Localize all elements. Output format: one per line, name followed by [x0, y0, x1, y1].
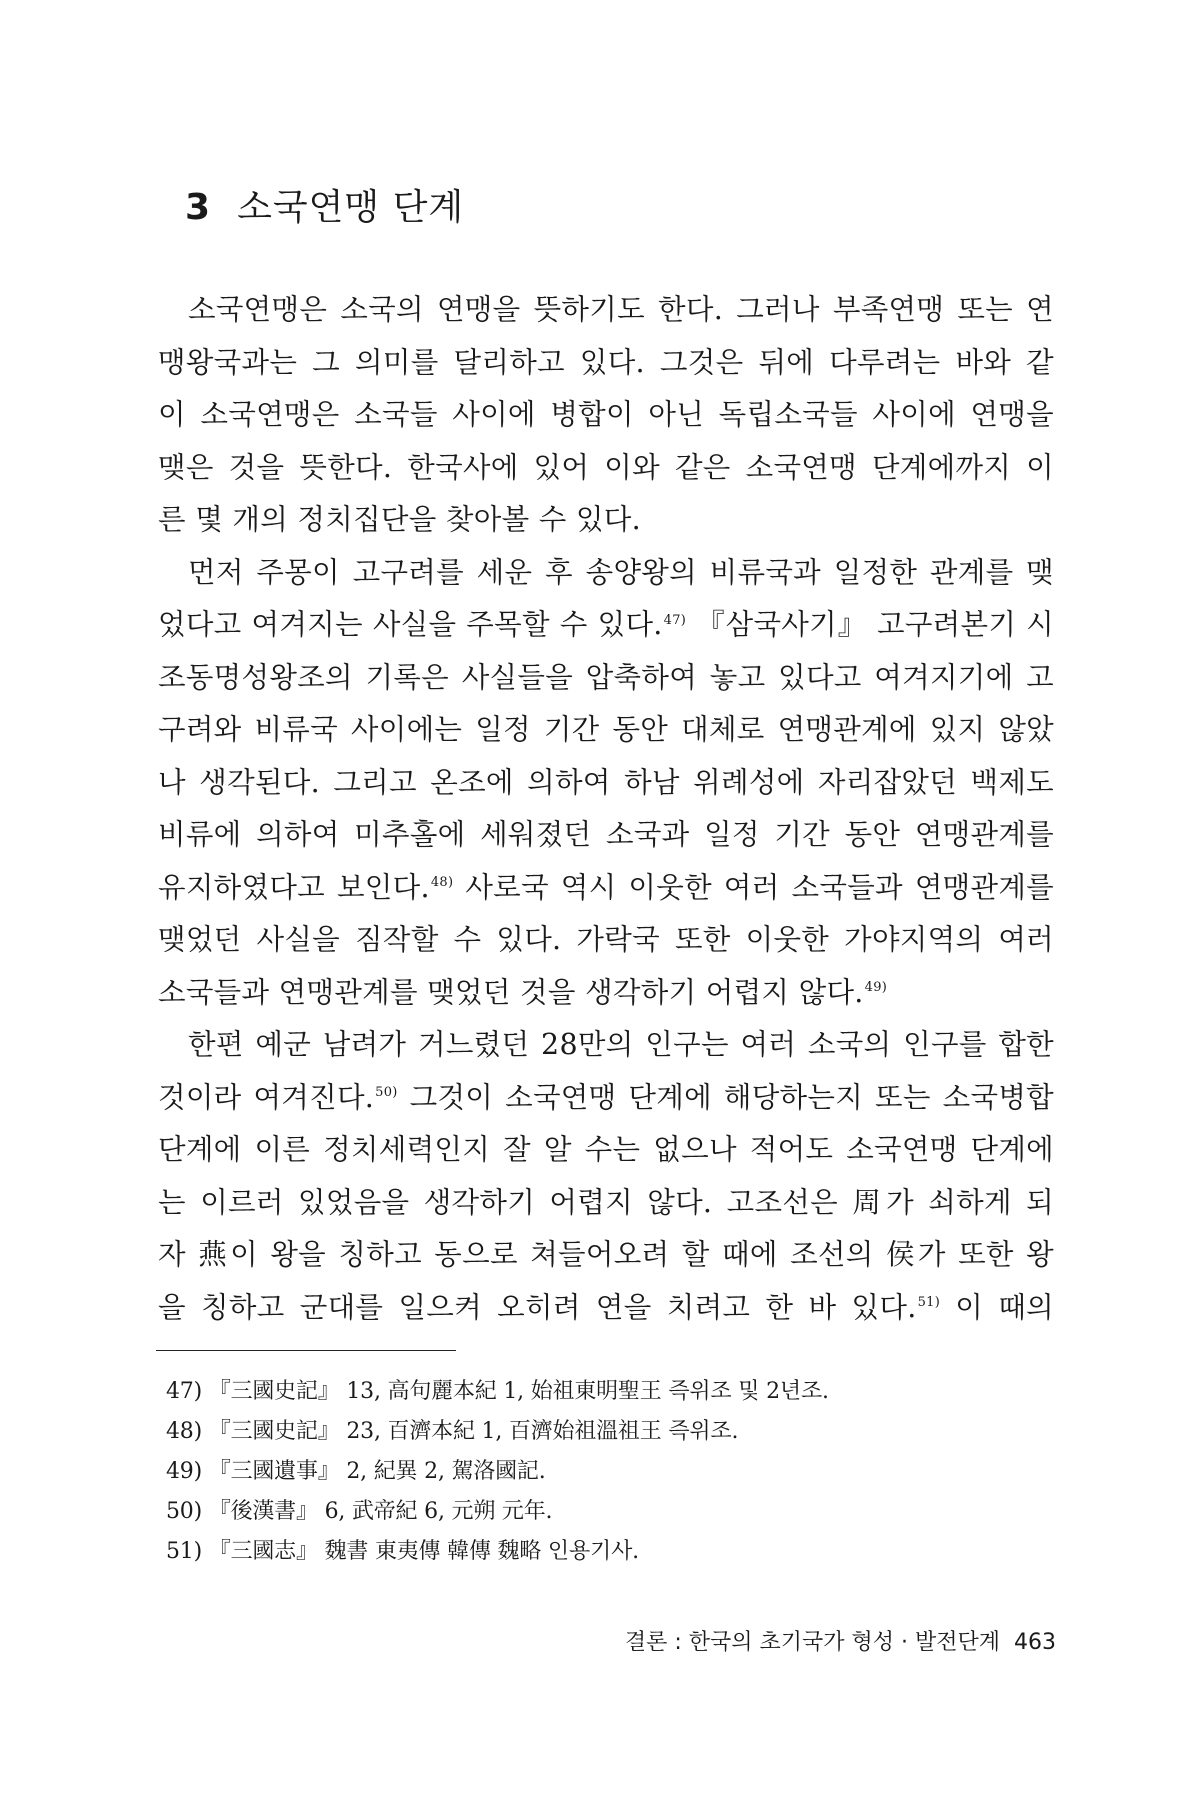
- footnote-ref[interactable]: 49): [864, 980, 888, 995]
- paragraph-line: 맺었던 사실을 짐작할 수 있다. 가락국 또한 이웃한 가야지역의 여러: [158, 923, 1054, 956]
- section-title: 소국연맹 단계: [237, 187, 465, 228]
- footnote: 50) 『後漢書』 6, 武帝紀 6, 元朔 元年.: [166, 1499, 553, 1524]
- paragraph-line: 었다고 여겨지는 사실을 주목할 수 있다.$^{47)}$ 『삼국사기』 고구려본기 시: [158, 608, 1054, 641]
- paragraph-line: 비류에 의하여 미추홀에 세워졌던 소국과 일정 기간 동안 연맹관계를: [158, 818, 1054, 851]
- footnote: 48) 『三國史記』 23, 百濟本紀 1, 百濟始祖溫祖王 즉위조.: [166, 1419, 739, 1444]
- footnote-ref[interactable]: 48): [430, 875, 454, 890]
- footnote-ref[interactable]: 51): [917, 1295, 941, 1310]
- paragraph-line: 맹왕국과는 그 의미를 달리하고 있다. 그것은 뒤에 다루려는 바와 같: [158, 345, 1054, 379]
- paragraph-line: 단계에 이른 정치세력인지 잘 알 수는 없으나 적어도 소국연맹 단계에: [158, 1133, 1054, 1166]
- paragraph-line: 을 칭하고 군대를 일으켜 오히려 연을 치려고 한 바 있다.$^{51)}$ 이 때의: [158, 1290, 1054, 1324]
- section-number: 3: [185, 187, 212, 228]
- footnote-ref[interactable]: 50): [375, 1085, 398, 1100]
- paragraph-line: 는 이르러 있었음을 생각하기 어렵지 않다. 고조선은 周가 쇠하게 되: [158, 1185, 1054, 1219]
- paragraph-line: 맺은 것을 뜻한다. 한국사에 있어 이와 같은 소국연맹 단계에까지 이: [158, 450, 1054, 484]
- paragraph-line: 소국들과 연맹관계를 맺었던 것을 생각하기 어렵지 않다.$^{49)}$: [158, 975, 888, 1009]
- footnote-ref[interactable]: 47): [663, 612, 687, 628]
- paragraph-line: 조동명성왕조의 기록은 사실들을 압축하여 놓고 있다고 여겨지기에 고: [158, 660, 1054, 694]
- paragraph-line: 구려와 비류국 사이에는 일정 기간 동안 대체로 연맹관계에 있지 않았: [158, 713, 1054, 746]
- running-title: 결론 : 한국의 초기국가 형성 · 발전단계: [624, 1630, 1000, 1655]
- footnote: 51) 『三國志』 魏書 東夷傳 韓傳 魏略 인용기사.: [166, 1539, 639, 1564]
- paragraph-line: 자 燕이 왕을 칭하고 동으로 쳐들어오려 할 때에 조선의 侯가 또한 왕: [158, 1238, 1054, 1271]
- body-text: [158, 284, 1054, 1334]
- paragraph-line: 이 소국연맹은 소국들 사이에 병합이 아닌 독립소국들 사이에 연맹을: [158, 398, 1054, 431]
- page-number: 463: [1014, 1630, 1056, 1655]
- footnote: 47) 『三國史記』 13, 高句麗本紀 1, 始祖東明聖王 즉위조 및 2년조.: [166, 1379, 829, 1404]
- paragraph-line: 한편 예군 남려가 거느렸던 28만의 인구는 여러 소국의 인구를 합한: [188, 1028, 1054, 1061]
- footnote: 49) 『三國遺事』 2, 紀異 2, 駕洛國記.: [166, 1459, 546, 1484]
- running-footer: [625, 1628, 1056, 1658]
- footnote-divider: [156, 1350, 456, 1351]
- paragraph-line: 소국연맹은 소국의 연맹을 뜻하기도 한다. 그러나 부족연맹 또는 연: [188, 293, 1054, 326]
- paragraph-line: 것이라 여겨진다.$^{50)}$ 그것이 소국연맹 단계에 해당하는지 또는 소국병합: [158, 1080, 1054, 1114]
- footnotes: [166, 1372, 829, 1572]
- section-heading: [185, 185, 464, 231]
- paragraph-line: 먼저 주몽이 고구려를 세운 후 송양왕의 비류국과 일정한 관계를 맺: [188, 555, 1054, 589]
- paragraph-line: 유지하였다고 보인다.$^{48)}$ 사로국 역시 이웃한 여러 소국들과 연맹관계를: [158, 870, 1054, 904]
- paragraph-line: 나 생각된다. 그리고 온조에 의하여 하남 위례성에 자리잡았던 백제도: [158, 765, 1054, 799]
- paragraph-line: 른 몇 개의 정치집단을 찾아볼 수 있다.: [158, 503, 641, 536]
